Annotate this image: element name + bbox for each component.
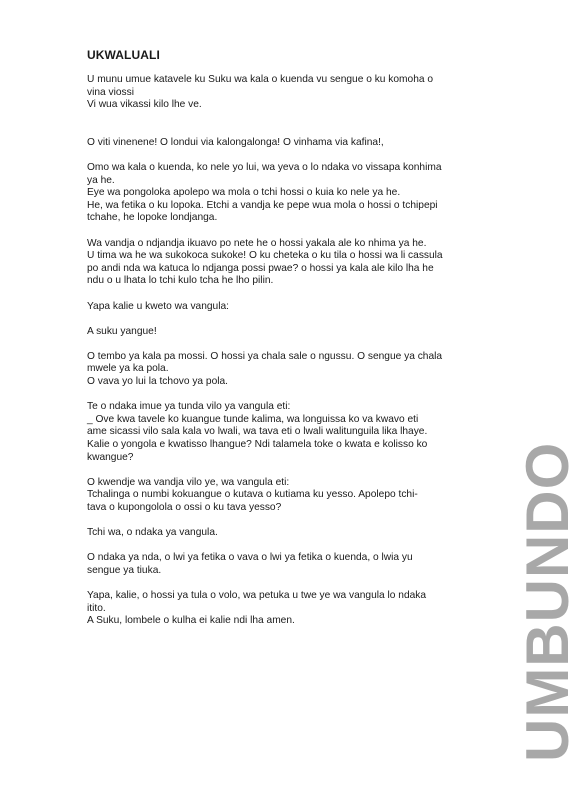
text-line: Yapa, kalie, o hossi ya tula o volo, wa petuka u twe ye wa vangula lo ndaka [87, 590, 427, 602]
text-line: vina viossi [87, 86, 134, 98]
document-body [87, 48, 457, 641]
text-line: Te o ndaka imue ya tunda vilo ya vangula eti: [87, 401, 291, 413]
text-line: Eye wa pongoloka apolepo wa mola o tchi hossi o kuia ko nele ya he. [87, 187, 401, 199]
text-line: O ndaka ya nda, o lwi ya fetika o vava o lwi ya fetika o kuenda, o lwia yu [87, 552, 413, 564]
paragraph [87, 590, 457, 628]
paragraph [87, 401, 457, 464]
text-line: sengue ya tiuka. [87, 564, 162, 576]
text-line: Kalie o yongola e kwatisso lhangue? Ndi talamela toke o kwata e kolisso ko [87, 439, 428, 451]
text-line: O kwendje wa vandja vilo ye, wa vangula eti: [87, 476, 290, 488]
text-line: O vava yo lui la tchovo ya pola. [87, 376, 229, 388]
text-line: tava o kupongolola o ossi o ku tava yesso? [87, 502, 282, 513]
text-line: Wa vandja o ndjandja ikuavo po nete he o hossi yakala ale ko nhima ya he. [87, 237, 427, 249]
text-line: itito. [87, 602, 106, 614]
text-line: Tchi wa, o ndaka ya vangula. [87, 527, 218, 539]
paragraph [87, 137, 457, 150]
text-line: O tembo ya kala pa mossi. O hossi ya chala sale o ngussu. O sengue ya chala [87, 350, 443, 362]
paragraph [87, 74, 457, 112]
text-line: _ Ove kwa tavele ko kuangue tunde kalima, wa longuissa ko va kwavo eti [87, 413, 419, 425]
text-line: Vi wua vikassi kilo lhe ve. [87, 99, 202, 111]
text-line: He, wa fetika o ku lopoka. Etchi a vandja ke pepe wua mola o hossi o tchipepi [87, 199, 438, 211]
paragraph [87, 238, 457, 288]
text-line: ndu o u lhata lo tchi kulo tcha he lho pilin. [87, 275, 274, 287]
text-line: tchahe, he lopoke londjanga. [87, 212, 218, 224]
text-line: ame sicassi vilo sala kala vo lwali, wa tava eti o lwali walitunguila lika lhaye. [87, 426, 428, 438]
text-line: Omo wa kala o kuenda, ko nele yo lui, wa yeva o lo ndaka vo vissapa konhima [87, 161, 442, 173]
paragraph [87, 326, 457, 339]
text-line: Yapa kalie u kweto wa vangula: [87, 300, 229, 312]
text-line: U munu umue katavele ku Suku wa kala o kuenda vu sengue o ku komoha o [87, 74, 434, 85]
text-line: A Suku, lombele o kulha ei kalie ndi lha amen. [87, 615, 295, 627]
text-line: U tima wa he wa sukokoca sukoke! O ku cheteka o ku tila o hossi wa li cassula [87, 250, 443, 262]
paragraph [87, 301, 457, 314]
text-line: ya he. [87, 174, 115, 186]
text-line: kwangue? [87, 451, 134, 463]
text-line: A suku yangue! [87, 325, 157, 337]
paragraph [87, 527, 457, 540]
paragraph [87, 477, 457, 515]
paragraph [87, 351, 457, 389]
text-line: Tchalinga o numbi kokuangue o kutava o kutiama ku yesso. Apolepo tchi- [87, 489, 418, 501]
text-line: po andi nda wa katuca lo ndjanga possi pwae? o hossi ya kala ale kilo lha he [87, 262, 434, 274]
document-title: UKWALUALI [87, 48, 160, 62]
paragraph [87, 552, 457, 577]
text-line: mwele ya ka pola. [87, 363, 169, 375]
side-language-label: UMBUNDO [514, 441, 581, 762]
paragraph [87, 162, 457, 225]
text-line: O viti vinenene! O londui via kalongalonga! O vinhama via kafina!, [87, 136, 384, 148]
